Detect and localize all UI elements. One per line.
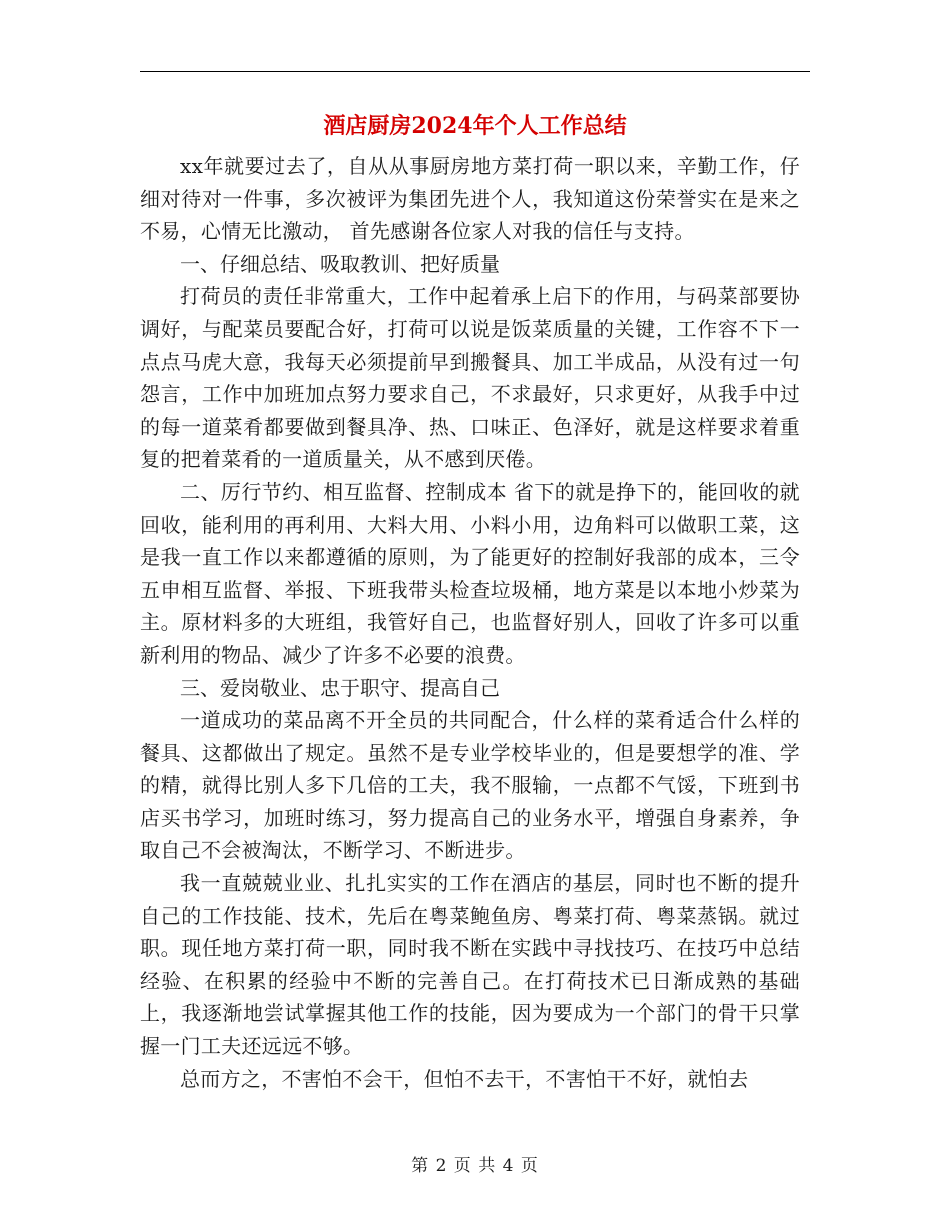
paragraph-section-2: 二、厉行节约、相互监督、控制成本 省下的就是挣下的，能回收的就回收，能利用的再利用、大料大用、小料小用，边角料可以做职工菜，这是我一直工作以来都遵循的原则，为了能更好的控制好我部的成本，三令五申相互监督、举报、下班我带头检查垃圾桶，地方菜是以本地小炒菜为主。原材料多的大班组，我管好自己，也监督好别人，回收了许多可以重新利用的物品、减少了许多不必要的浪费。: [140, 479, 800, 667]
paragraph-section-1: 打荷员的责任非常重大，工作中起着承上启下的作用，与码菜部要协调好，与配菜员要配合好，打荷可以说是饭菜质量的关键，工作容不下一点点马虎大意，我每天必须提前早到搬餐具、加工半成品，从没有过一句怨言，工作中加班加点努力要求自己，不求最好，只求更好，从我手中过的每一道菜肴都要做到餐具净、热、口味正、色泽好，就是这样要求着重复的把着菜肴的一道质量关，从不感到厌倦。: [140, 284, 800, 472]
paragraph-conclusion: 总而方之，不害怕不会干，但怕不去干，不害怕干不好，就怕去: [180, 1066, 749, 1091]
paragraph-experience: 我一直兢兢业业、扎扎实实的工作在酒店的基层，同时也不断的提升自己的工作技能、技术，先后在粤菜鲍鱼房、粤菜打荷、粤菜蒸锅。就过职。现任地方菜打荷一职，同时我不断在实践中寻找技巧、在技巧中总结经验、在积累的经验中不断的完善自己。在打荷技术已日渐成熟的基础上，我逐渐地尝试掌握其他工作的技能，因为要成为一个部门的骨干只掌握一门工夫还远远不够。: [140, 871, 800, 1059]
paragraph-section-3: 一道成功的菜品离不开全员的共同配合，什么样的菜肴适合什么样的餐具、这都做出了规定。虽然不是专业学校毕业的，但是要想学的准、学的精，就得比别人多下几倍的工夫，我不服输，一点都不气馁，下班到书店买书学习，加班时练习，努力提高自己的业务水平，增强自身素养，争取自己不会被淘汰，不断学习、不断进步。: [140, 708, 800, 863]
paragraph-intro: xx年就要过去了，自从从事厨房地方菜打荷一职以来，辛勤工作，仔细对待对一件事，多次被评为集团先进个人，我知道这份荣誉实在是来之不易，心情无比激动， 首先感谢各位家人对我的信任与支持。: [140, 154, 800, 244]
header-rule: [140, 71, 810, 72]
page-footer: [0, 1154, 950, 1178]
section-heading-1: 一、仔细总结、吸取教训、把好质量: [180, 251, 500, 276]
document-title: 酒店厨房2024年个人工作总结: [323, 113, 627, 139]
document-body: [140, 150, 800, 1095]
page-number-label: 第 2 页 共 4 页: [411, 1156, 539, 1176]
section-heading-3: 三、爱岗敬业、忠于职守、提高自己: [180, 675, 500, 700]
